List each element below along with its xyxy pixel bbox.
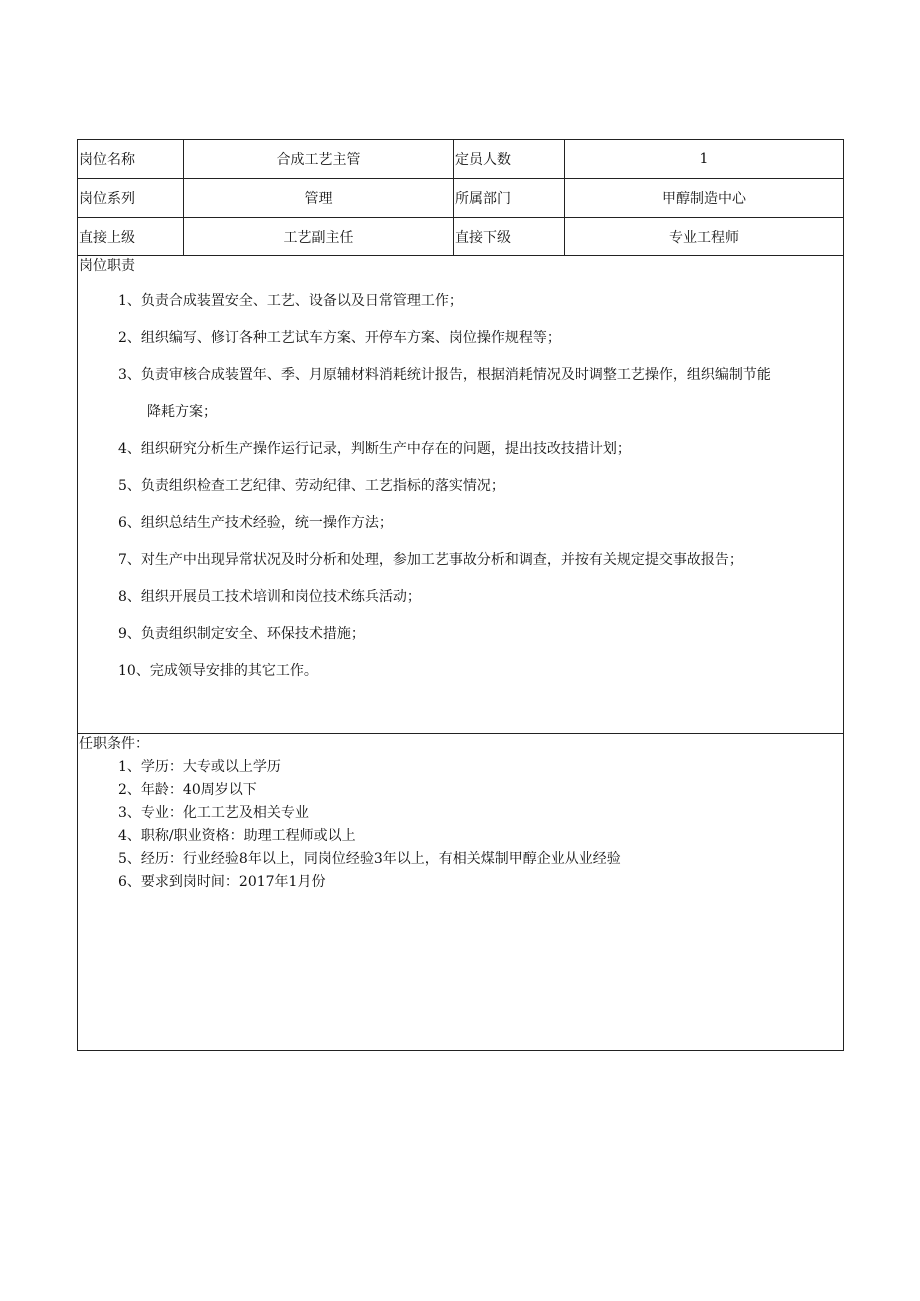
- headcount-label: 定员人数: [454, 140, 565, 178]
- duty-item: 5、负责组织检查工艺纪律、劳动纪律、工艺指标的落实情况；: [118, 478, 505, 494]
- duty-item: 6、组织总结生产技术经验，统一操作方法；: [118, 515, 393, 531]
- requirements-list: [118, 756, 621, 894]
- direct-superior-label: 直接上级: [78, 218, 184, 255]
- requirement-item: 5、经历：行业经验8年以上，同岗位经验3年以上，有相关煤制甲醇企业从业经验: [118, 851, 621, 867]
- duties-list: [118, 283, 837, 690]
- department-label: 所属部门: [454, 179, 565, 217]
- duty-item-line: 3、负责审核合成装置年、季、月原辅材料消耗统计报告，根据消耗情况及时调整工艺操作，组织编制节能: [118, 367, 771, 383]
- header-row: [78, 218, 843, 256]
- requirements-title: 任职条件：: [79, 736, 149, 752]
- duty-item: 10、完成领导安排的其它工作。: [118, 663, 318, 679]
- duty-item: [118, 357, 837, 431]
- duty-item: 9、负责组织制定安全、环保技术措施；: [118, 626, 365, 642]
- header-row: [78, 140, 843, 179]
- job-description-table: [77, 139, 844, 1051]
- duty-item: 1、负责合成装置安全、工艺、设备以及日常管理工作；: [118, 293, 463, 309]
- duties-section: [78, 256, 843, 734]
- requirement-item: 6、要求到岗时间：2017年1月份: [118, 874, 326, 890]
- duty-item-continuation: 降耗方案；: [147, 404, 217, 420]
- header-row: [78, 179, 843, 218]
- position-name-value: 合成工艺主管: [184, 140, 454, 178]
- duty-item: 8、组织开展员工技术培训和岗位技术练兵活动；: [118, 589, 421, 605]
- department-value: 甲醇制造中心: [662, 191, 746, 207]
- headcount-value: 1: [699, 151, 709, 167]
- duty-item: 2、组织编写、修订各种工艺试车方案、开停车方案、岗位操作规程等；: [118, 330, 561, 346]
- direct-subordinate-value: 专业工程师: [669, 229, 739, 246]
- duty-item: 4、组织研究分析生产操作运行记录，判断生产中存在的问题，提出技改技措计划；: [118, 441, 631, 457]
- requirement-item: 1、学历：大专或以上学历: [118, 759, 281, 775]
- position-series-label: 岗位系列: [78, 179, 184, 217]
- duties-title: 岗位职责: [79, 258, 135, 274]
- requirement-item: 2、年龄：40周岁以下: [118, 782, 257, 798]
- direct-subordinate-label: 直接下级: [454, 218, 565, 255]
- duty-item: 7、对生产中出现异常状况及时分析和处理，参加工艺事故分析和调查，并按有关规定提交事故报告；: [118, 552, 743, 568]
- requirements-section: [78, 734, 843, 1050]
- position-series-value: 管理: [184, 179, 454, 217]
- position-name-label: 岗位名称: [78, 140, 184, 178]
- requirement-item: 4、职称/职业资格：助理工程师或以上: [118, 828, 356, 844]
- requirement-item: 3、专业：化工工艺及相关专业: [118, 805, 309, 821]
- direct-superior-value: 工艺副主任: [184, 218, 454, 255]
